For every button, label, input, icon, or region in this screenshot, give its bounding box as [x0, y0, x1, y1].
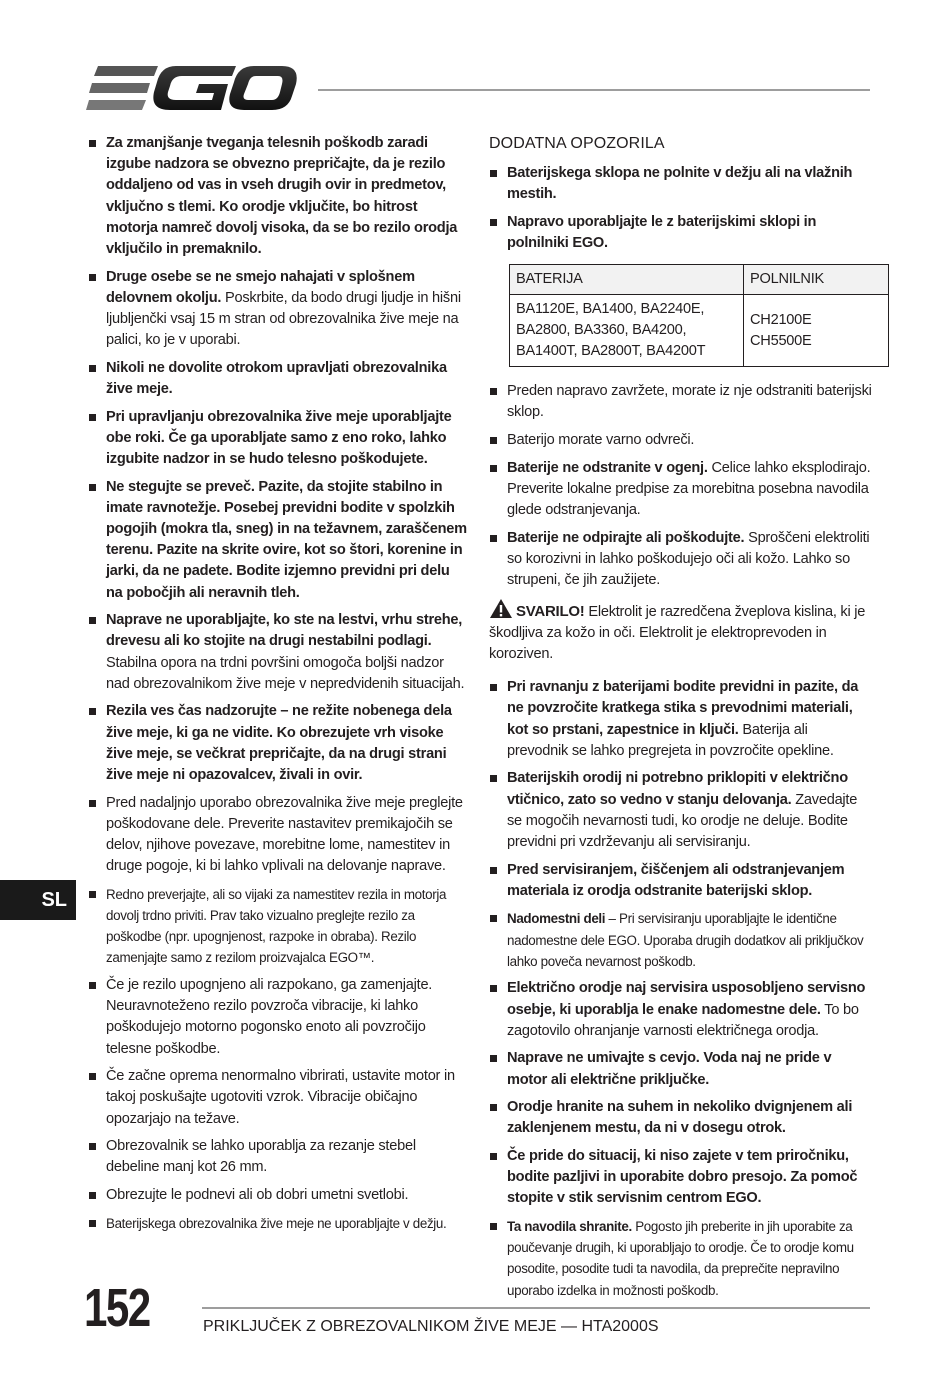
battery-models-cell: BA1120E, BA1400, BA2240E, BA2800, BA3360, BA4200, BA1400T, BA2800T, BA4200T — [510, 295, 744, 367]
item-bold-text: Za zmanjšanje tveganja telesnih poškodb zaradi izgube nadzora se obvezno prepričajte, da je rezilo oddaljeno od vas in vseh drugih ovir in predmetov, vključno s tlemi. Ko orodje vključite, bo hitrost motorja namreč dovolj visoka, da se bo rezilo orodja vključilo in premaknilo. — [106, 135, 458, 258]
item-text: – Pri servisiranju uporabljajte le identične nadomestne dele EGO. Uporaba drugih dodatkov ali priključkov lahko poveča nevarnost poškodb. — [507, 911, 864, 969]
item-bold-text: Nikoli ne dovolite otrokom upravljati obrezovalnika žive meje. — [106, 359, 447, 398]
list-item — [88, 358, 468, 400]
item-bold-text: Če pride do situacij, ki niso zajete v tem priročniku, bodite pazljivi in uporabite dobro presojo. Za pomoč stopite v stik servisnim centrom EGO. — [507, 1148, 858, 1207]
battery-charger-table — [509, 264, 889, 367]
list-item — [88, 1066, 468, 1130]
item-text: Baterijskega obrezovalnika žive meje ne uporabljajte v dežju. — [106, 1215, 447, 1231]
list-item — [88, 701, 468, 786]
list-item — [489, 528, 872, 592]
charger-model: CH5500E — [750, 332, 812, 349]
table-header-row — [510, 265, 889, 295]
footer-rule — [202, 1307, 870, 1309]
table-header-charger: POLNILNIK — [744, 265, 889, 295]
item-text: To bo zagotovilo ohranjanje varnosti električnega orodja. — [507, 1001, 859, 1039]
list-item — [489, 860, 872, 902]
warning-triangle-icon — [489, 598, 513, 619]
item-bold-text: Pred servisiranjem, čiščenjem ali odstranjevanjem materiala iz orodja odstranite baterijski sklop. — [507, 861, 845, 899]
item-text: Baterija ali prevodnik se lahko pregrejeta in povzročite opekline. — [507, 721, 834, 759]
item-bold-text: Naprave ne uporabljajte, ko ste na lestvi, vrhu strehe, drevesu ali ko stojite na drugi nestabilni podlagi. — [106, 612, 463, 650]
list-item — [489, 768, 872, 853]
left-column — [88, 133, 468, 1240]
item-bold-text: Ne stegujte se preveč. Pazite, da stojite stabilno in imate ravnotežje. Posebej previdni bodite v spolzkih pogojih (mokra tla, sneg) in na težavnem, zaraščenem terenu. Pazite na skrite ovire, kot so štori, korenine in jarki, da ne padete. Bodite izjemno previdni pri delu na pobočjih ali neravnih tleh. — [106, 478, 467, 601]
item-text: Preden napravo zavržete, morate iz nje odstraniti baterijski sklop. — [507, 383, 872, 421]
item-bold-text: Nadomestni deli — [507, 911, 606, 927]
charger-models-cell — [744, 295, 889, 367]
item-bold-text: Baterije ne odpirajte ali poškodujte. — [507, 529, 745, 546]
list-item — [88, 884, 468, 969]
section-title: DODATNA OPOZORILA — [489, 135, 665, 152]
list-item — [88, 477, 468, 604]
item-text: Pred nadaljnjo uporabo obrezovalnika žive meje preglejte poškodovane dele. Preverite nastavitev premikajočih se delov, njihove povezave, morebitne lome, namestitev in druge pogoje, ki bi lahko vplivali na delovanje naprave. — [106, 794, 463, 875]
list-item — [88, 1213, 468, 1234]
item-text: Zavedajte se mogočih nevarnosti tudi, ko orodje ne deluje. Bodite previdni pri vzdrževanju ali servisiranju. — [507, 791, 858, 851]
item-text: Pogosto jih preberite in jih uporabite za poučevanje drugih, ki uporabljajo to orodje. Če to orodje komu posodite, posodite tudi ta navodila, da preprečite nepravilno uporabo izdelka in možnosti poškodb. — [507, 1219, 854, 1298]
item-text: Če začne oprema nenormalno vibrirati, ustavite motor in takoj poskušajte ugotoviti vzrok. Vibracije običajno opozarjajo na težave. — [106, 1068, 455, 1127]
item-text: Poskrbite, da bodo drugi ljudje in hišni ljubljenčki vsaj 15 m stran od obrezovalnika žive meje na palici, ko je v uporabi. — [106, 289, 461, 349]
list-item — [88, 610, 468, 695]
table-row — [510, 295, 889, 367]
list-item — [489, 908, 872, 972]
item-text: Če je rezilo upognjeno ali razpokano, ga zamenjajte. Neuravnoteženo rezilo povzroča vibracije, ki lahko poškodujejo motorno pogonsko enoto ali povzročijo telesne poškodbe. — [106, 977, 433, 1057]
item-text: Celice lahko eksplodirajo. Preverite lokalne predpise za morebitna posebna navodila glede odstranjevanja. — [507, 459, 871, 518]
item-text: Redno preverjajte, ali so vijaki za namestitev rezila in motorja dovolj trdno priviti. Prav tako vizualno preglejte rezilo za poškodbe (npr. upognjenost, razpoke in obraba). Rezilo zamenjajte samo z rezilom proizvajalca EGO™. — [106, 886, 447, 966]
ego-logo — [86, 62, 300, 116]
list-item — [88, 793, 468, 878]
list-item — [489, 430, 872, 451]
table-header-battery: BATERIJA — [510, 265, 744, 295]
warning-block — [489, 598, 872, 666]
item-bold-text: Ta navodila shranite. — [507, 1219, 632, 1234]
item-bold-text: Električno orodje naj servisira usposobljeno servisno osebje, ki uporablja le enake nadomestne dele. — [507, 980, 866, 1018]
right-items-after-table — [489, 381, 872, 591]
header-rule — [318, 89, 870, 91]
item-bold-text: Druge osebe se ne smejo nahajati v splošnem delovnem okolju. — [106, 268, 415, 306]
right-column — [489, 133, 872, 1307]
list-item — [88, 1136, 468, 1178]
list-item — [88, 1185, 468, 1206]
right-items-before-table — [489, 163, 872, 254]
list-item — [489, 1146, 872, 1210]
list-item — [489, 458, 872, 522]
language-tab: SL — [0, 880, 76, 920]
list-item — [489, 163, 872, 205]
charger-model: CH2100E — [750, 311, 812, 328]
list-item — [88, 407, 468, 471]
item-text: Obrezovalnik se lahko uporablja za rezanje stebel debeline manj kot 26 mm. — [106, 1138, 416, 1176]
item-bold-text: Pri upravljanju obrezovalnika žive meje uporabljajte obe roki. Če ga uporabljate samo z eno roko, lahko izgubite nadzor in se hudo telesno poškodujete. — [106, 408, 452, 468]
list-item — [489, 381, 872, 423]
list-item — [489, 1097, 872, 1139]
item-bold-text: Baterijskih orodij ni potrebno priklopiti v električno vtičnico, zato so vedno v stanju delovanja. — [507, 770, 848, 808]
list-item — [489, 978, 872, 1042]
footer-title: PRIKLJUČEK Z OBREZOVALNIKOM ŽIVE MEJE — HTA2000S — [203, 1318, 659, 1335]
item-bold-text: Baterije ne odstranite v ogenj. — [507, 459, 708, 476]
list-item — [88, 267, 468, 352]
item-text: Sproščeni elektroliti so korozivni in lahko poškodujejo oči ali kožo. Lahko so strupeni, če jih zaužijete. — [507, 529, 870, 588]
item-text: Stabilna opora na trdni površini omogoča boljši nadzor nad obrezovalnikom žive meje v nepredvidenih situacijah. — [106, 654, 465, 692]
item-bold-text: Naprave ne umivajte s cevjo. Voda naj ne pride v motor ali električne priključke. — [507, 1050, 832, 1088]
right-items-after-warning — [489, 677, 872, 1301]
item-text: Obrezujte le podnevi ali ob dobri umetni svetlobi. — [106, 1187, 409, 1204]
item-bold-text: Orodje hranite na suhem in nekoliko dvignjenem ali zaklenjenem mestu, da ni v dosegu otrok. — [507, 1099, 853, 1137]
list-item — [88, 133, 468, 260]
list-item — [489, 212, 872, 254]
list-item — [489, 677, 872, 762]
warning-title: SVARILO! — [516, 602, 585, 620]
item-bold-text: Baterijskega sklopa ne polnite v dežju ali na vlažnih mestih. — [507, 165, 853, 203]
warning-text: Elektrolit je razredčena žveplova kislina, ki je škodljiva za kožo in oči. Elektrolit je elektroprevoden in koroziven. — [489, 603, 866, 662]
item-bold-text: Rezila ves čas nadzorujte – ne režite nobenega dela žive meje, ki ga ne vidite. Ko obrezujete vrh visoke žive meje, se večkrat prepričajte, da na drugi strani žive meje ni opazovalcev, živali in ovir. — [106, 703, 452, 784]
list-item — [489, 1216, 872, 1301]
list-item — [88, 975, 468, 1060]
page-number: 152 — [84, 1278, 150, 1338]
list-item — [489, 1048, 872, 1090]
item-text: Baterijo morate varno odvreči. — [507, 432, 695, 448]
item-bold-text: Pri ravnanju z baterijami bodite previdni in pazite, da ne povzročite kratkega stika s prevodnimi materiali, kot so prstani, zapestnice in ključi. — [507, 679, 859, 738]
item-bold-text: Napravo uporabljajte le z baterijskimi sklopi in polnilniki EGO. — [507, 213, 817, 251]
